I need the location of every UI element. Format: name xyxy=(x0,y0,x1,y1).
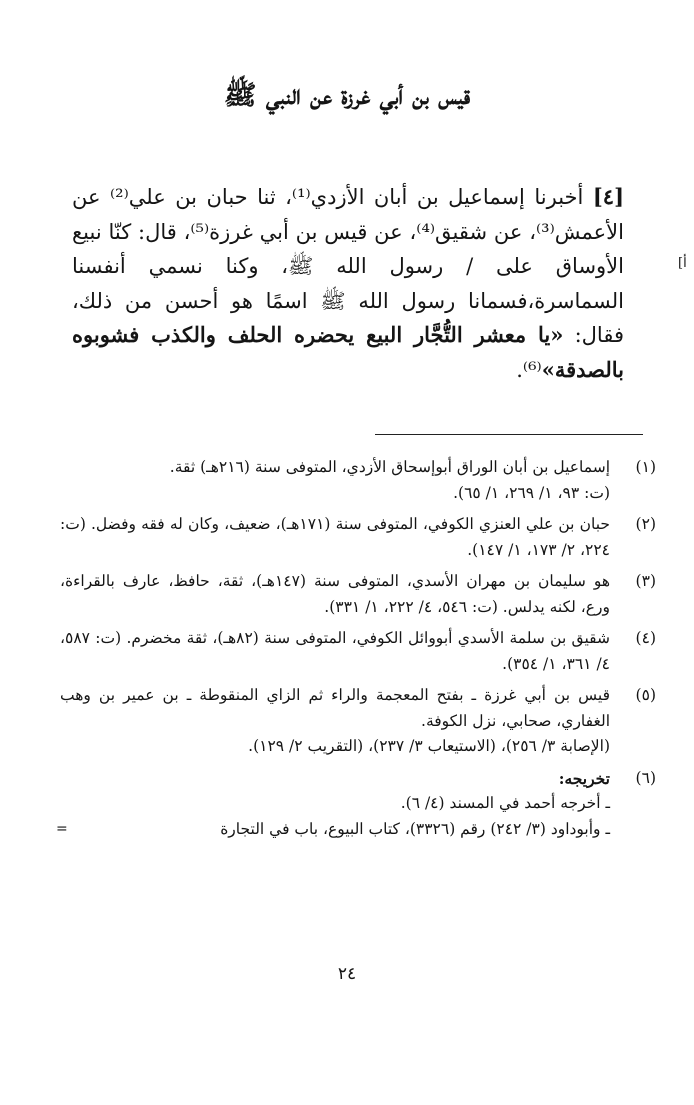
footnote-line: (ت: ٩٣، ١/ ٢٦٩، ١/ ٦٥). xyxy=(453,483,610,502)
footnotes xyxy=(56,455,660,848)
footnote-2 xyxy=(60,512,660,563)
footnote-divider xyxy=(375,434,643,435)
footnote-number: (٥) xyxy=(635,686,656,704)
footnote-3 xyxy=(60,569,660,620)
margin-folio-mark: [أ xyxy=(678,256,687,271)
footnote-6 xyxy=(56,766,660,843)
hadith-text xyxy=(72,180,624,387)
footnote-line: إسماعيل بن أبان الوراق أبوإسحاق الأزدي، المتوفى سنة (٢١٦هـ) ثقة. xyxy=(169,458,610,476)
hadith-chain-and-narrative: أخبرنا إسماعيل بن أبان الأزدي⁽¹⁾، ثنا حبان بن علي⁽²⁾ عن الأعمش⁽³⁾، عن شقيق⁽⁴⁾، عن قيس بن أبي غرزة⁽⁵⁾، قال: كنّا نبيع الأوساق على / رسول الله ﷺ، وكنا نسمي أنفسنا السماسرة،فسمانا رسول الله ﷺ اسمًا هو أحسن من ذلك، فقال: xyxy=(72,185,624,347)
continuation-mark: = xyxy=(56,820,68,837)
footnote-line: ـ أخرجه أحمد في المسند (٤/ ٦). xyxy=(400,794,610,812)
footnote-5 xyxy=(60,683,660,760)
page-number: ٢٤ xyxy=(337,964,357,984)
footnote-number: (٦) xyxy=(635,768,656,787)
footnote-4 xyxy=(60,626,660,677)
footnote-heading: تخريجه: xyxy=(558,768,610,788)
page-title: قيس بن أبي غرزة عن النبي ﷺ xyxy=(223,80,471,111)
footnote-number: (٣) xyxy=(635,572,656,590)
footnote-line: قيس بن أبي غرزة ـ بفتح المعجمة والراء ثم الزاي المنقوطة ـ بن عمير بن وهب الغفاري، صحابي، نزل الكوفة. xyxy=(60,686,610,730)
footnote-line: (الإصابة ٣/ ٢٥٦)، (الاستيعاب ٣/ ٢٣٧)، (التقريب ٢/ ١٢٩). xyxy=(248,737,610,755)
footnote-number: (٤) xyxy=(635,629,656,647)
hadith-quote-ref: ⁽⁶⁾. xyxy=(516,357,542,382)
footnote-line: حبان بن علي العنزي الكوفي، المتوفى سنة (١٧١هـ)، ضعيف، وكان له فقه وفضل. (ت: ٢٢٤، ٢/ ١٧٣، ١/ ١٤٧). xyxy=(60,515,610,559)
hadith-quote: «يا معشر التُّجَّار البيع يحضره الحلف والكذب فشوبوه بالصدقة» xyxy=(72,322,624,382)
footnote-number: (٢) xyxy=(635,515,656,533)
footnote-line: شقيق بن سلمة الأسدي أبووائل الكوفي، المتوفى سنة (٨٢هـ)، ثقة مخضرم. (ت: ٥٨٧، ٤/ ٣٦١، ١/ ٣٥٤). xyxy=(60,629,610,673)
hadith-number: [٤] xyxy=(592,184,624,209)
footnote-number: (١) xyxy=(635,458,656,476)
footnote-1 xyxy=(60,455,660,506)
footnote-line: هو سليمان بن مهران الأسدي، المتوفى سنة (١٤٧هـ)، ثقة، حافظ، عارف بالقراءة، ورع، لكنه يدلس. (ت: ٥٤٦، ٤/ ٢٢٢، ١/ ٣٣١). xyxy=(60,572,611,616)
footnote-line: ـ وأبوداود (٣/ ٢٤٢) رقم (٣٣٢٦)، كتاب البيوع، باب في التجارة xyxy=(220,819,610,838)
